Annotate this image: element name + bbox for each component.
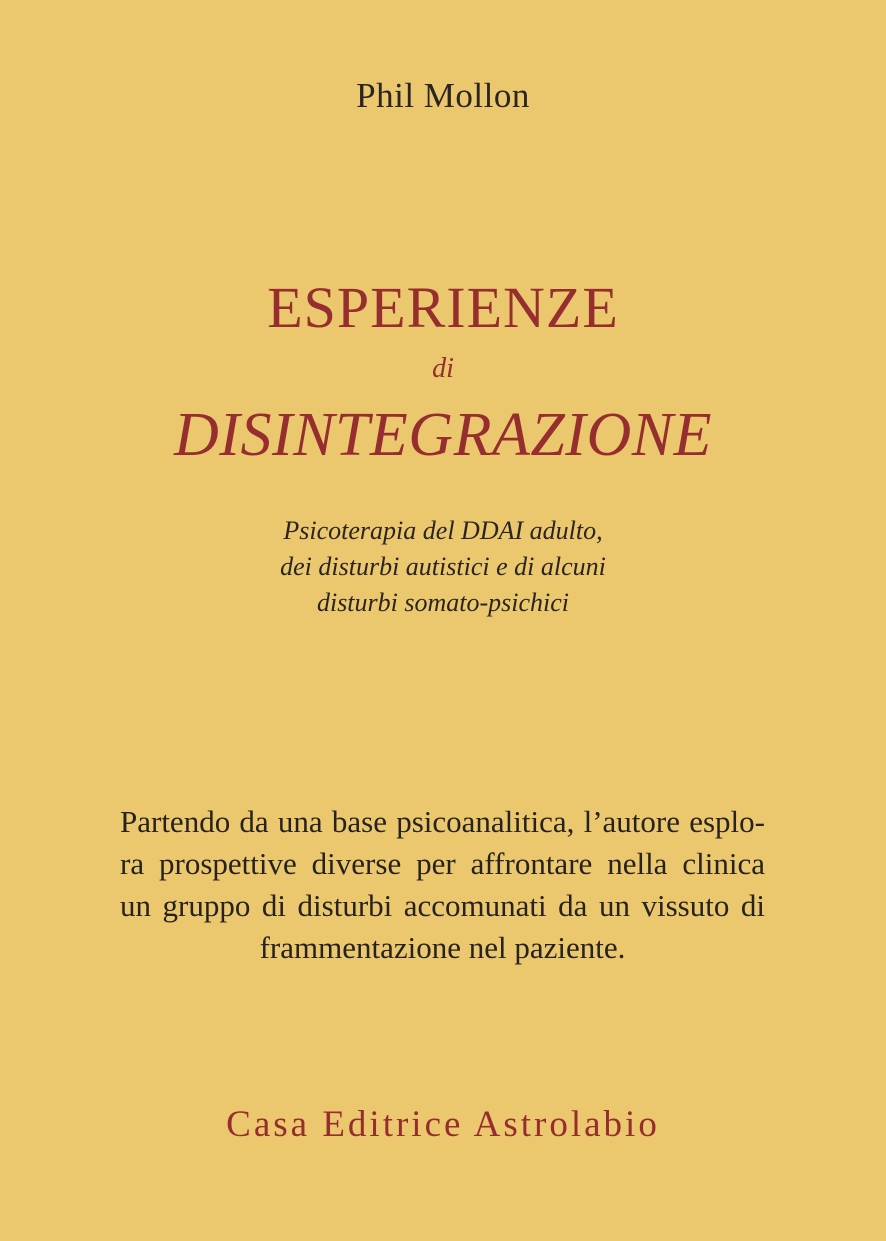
blurb-line: un gruppo di disturbi accomunati da un vissuto di bbox=[120, 888, 765, 923]
blurb-line: Partendo da una base psicoanalitica, l’autore esplo- bbox=[120, 804, 765, 839]
author-name: Phil Mollon bbox=[356, 76, 530, 115]
subtitle-line: dei disturbi autistici e di alcuni bbox=[280, 552, 606, 581]
subtitle-line: disturbi somato-psichici bbox=[316, 588, 570, 617]
title-line-2: DISINTEGRAZIONE bbox=[174, 401, 712, 469]
subtitle bbox=[0, 513, 886, 621]
publisher-name: Casa Editrice Astrolabio bbox=[226, 1104, 660, 1145]
title-line-1: ESPERIENZE bbox=[267, 275, 619, 340]
blurb-line: ra prospettive diverse per affrontare nella clinica bbox=[120, 846, 765, 881]
subtitle-line: Psicoterapia del DDAI adulto, bbox=[283, 516, 603, 545]
cover-blurb bbox=[120, 801, 765, 969]
title-connector: di bbox=[432, 353, 454, 384]
blurb-line: frammentazione nel paziente. bbox=[259, 930, 626, 965]
